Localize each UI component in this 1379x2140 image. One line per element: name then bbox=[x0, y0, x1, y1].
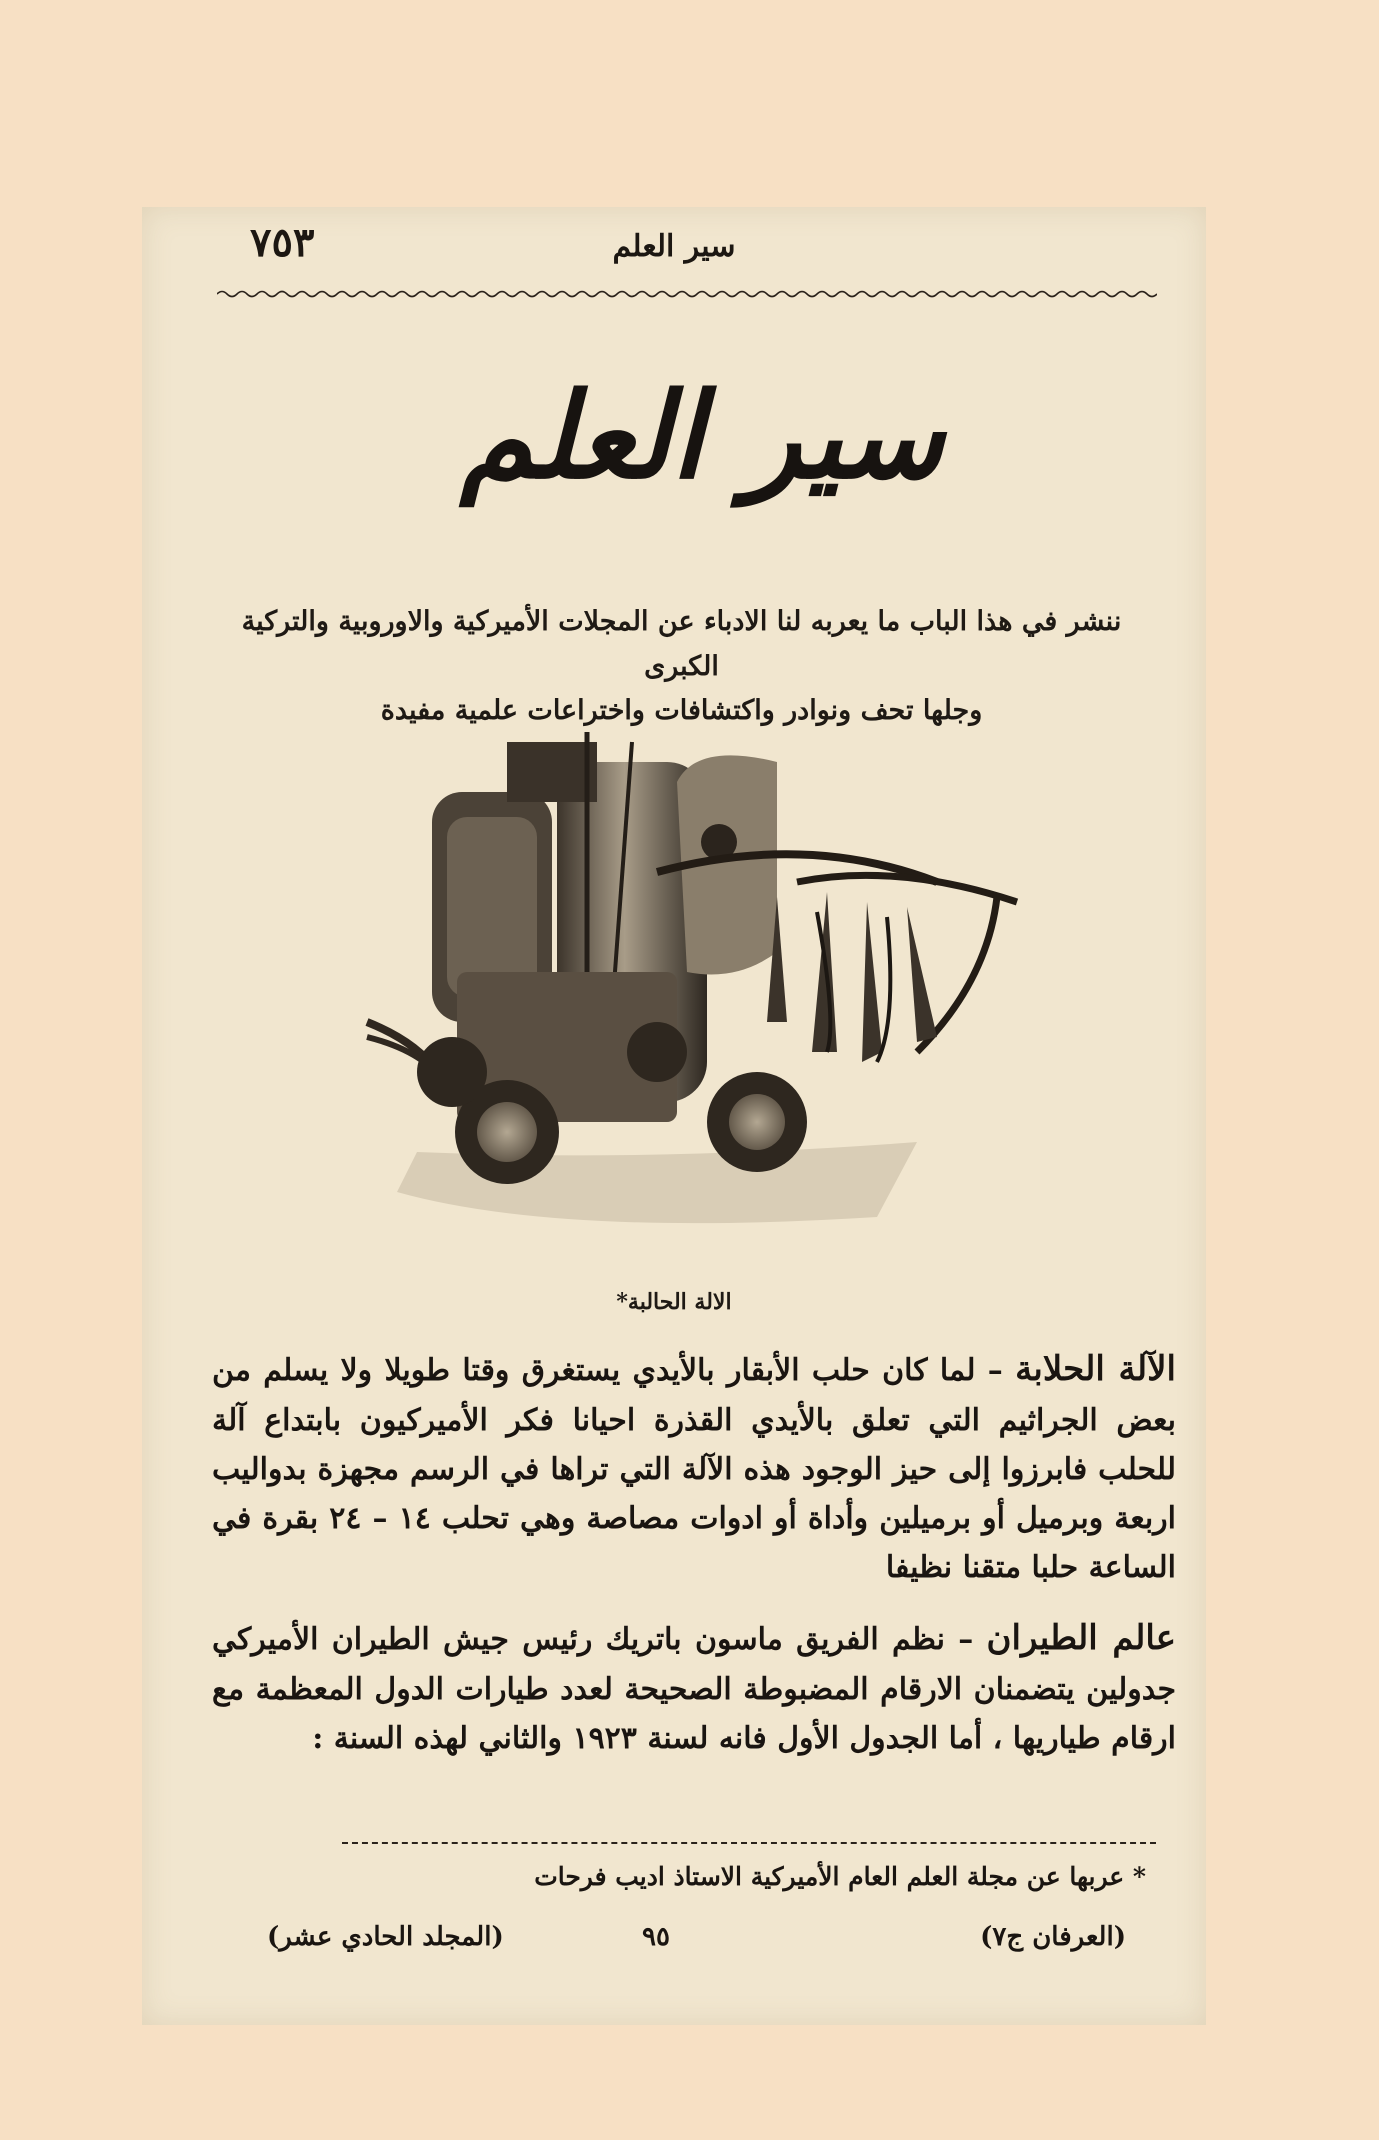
figure-caption: الالة الحالبة* bbox=[616, 1289, 732, 1315]
intro-line-1: ننشر في هذا الباب ما يعربه لنا الادباء عن المجلات الأميركية والاوروبية والتركية الكبرى bbox=[241, 606, 1122, 682]
article-aviation bbox=[212, 1611, 1176, 1764]
footer-volume: (المجلد الحادي عشر) bbox=[267, 1922, 504, 1952]
intro-line-2: وجلها تحف ونوادر واكتشافات واختراعات علمية مفيدة bbox=[380, 695, 983, 727]
footnote-divider bbox=[342, 1842, 1156, 1848]
footer-journal-issue: (العرفان ج٧) bbox=[980, 1922, 1126, 1952]
wavy-rule bbox=[217, 289, 1157, 299]
page-number: ٧٥٣ bbox=[250, 219, 315, 266]
section-masthead: سير العلم bbox=[460, 366, 944, 505]
footer-page-number: ٩٥ bbox=[642, 1922, 670, 1952]
article-heading: عالم الطيران bbox=[986, 1617, 1177, 1658]
section-intro bbox=[202, 600, 1161, 734]
article-body bbox=[212, 1342, 1176, 1782]
milking-machine-photo bbox=[357, 722, 1037, 1237]
running-title: سير العلم bbox=[612, 229, 736, 264]
page bbox=[142, 207, 1206, 2025]
footnote: * عربها عن مجلة العلم العام الأميركية الاستاذ اديب فرحات bbox=[534, 1862, 1146, 1891]
article-text: – لما كان حلب الأبقار بالأيدي يستغرق وقتا طويلا ولا يسلم من بعض الجراثيم التي تعلق بالأيدي القذرة احيانا فكر الأميركيون بابتداع آلة للحلب فابرزوا إلى حيز الوجود هذه الآلة التي تراها في الرسم مجهزة بدواليب اربعة وبرميل أو برميلين وأداة أو ادوات مصاصة وهي تحلب ١٤ – ٢٤ بقرة في الساعة حلبا متقنا نظيفا bbox=[212, 1353, 1176, 1586]
article-heading: الآلة الحلابة bbox=[1015, 1349, 1176, 1389]
article-milking-machine bbox=[212, 1342, 1176, 1593]
article-text: – نظم الفريق ماسون باتريك رئيس جيش الطيران الأميركي جدولين يتضمنان الارقام المضبوطة الصحيحة لعدد طيارات الدول المعظمة مع ارقام طياريها ، أما الجدول الأول فانه لسنة ١٩٢٣ والثاني لهذه السنة : bbox=[212, 1621, 1176, 1757]
